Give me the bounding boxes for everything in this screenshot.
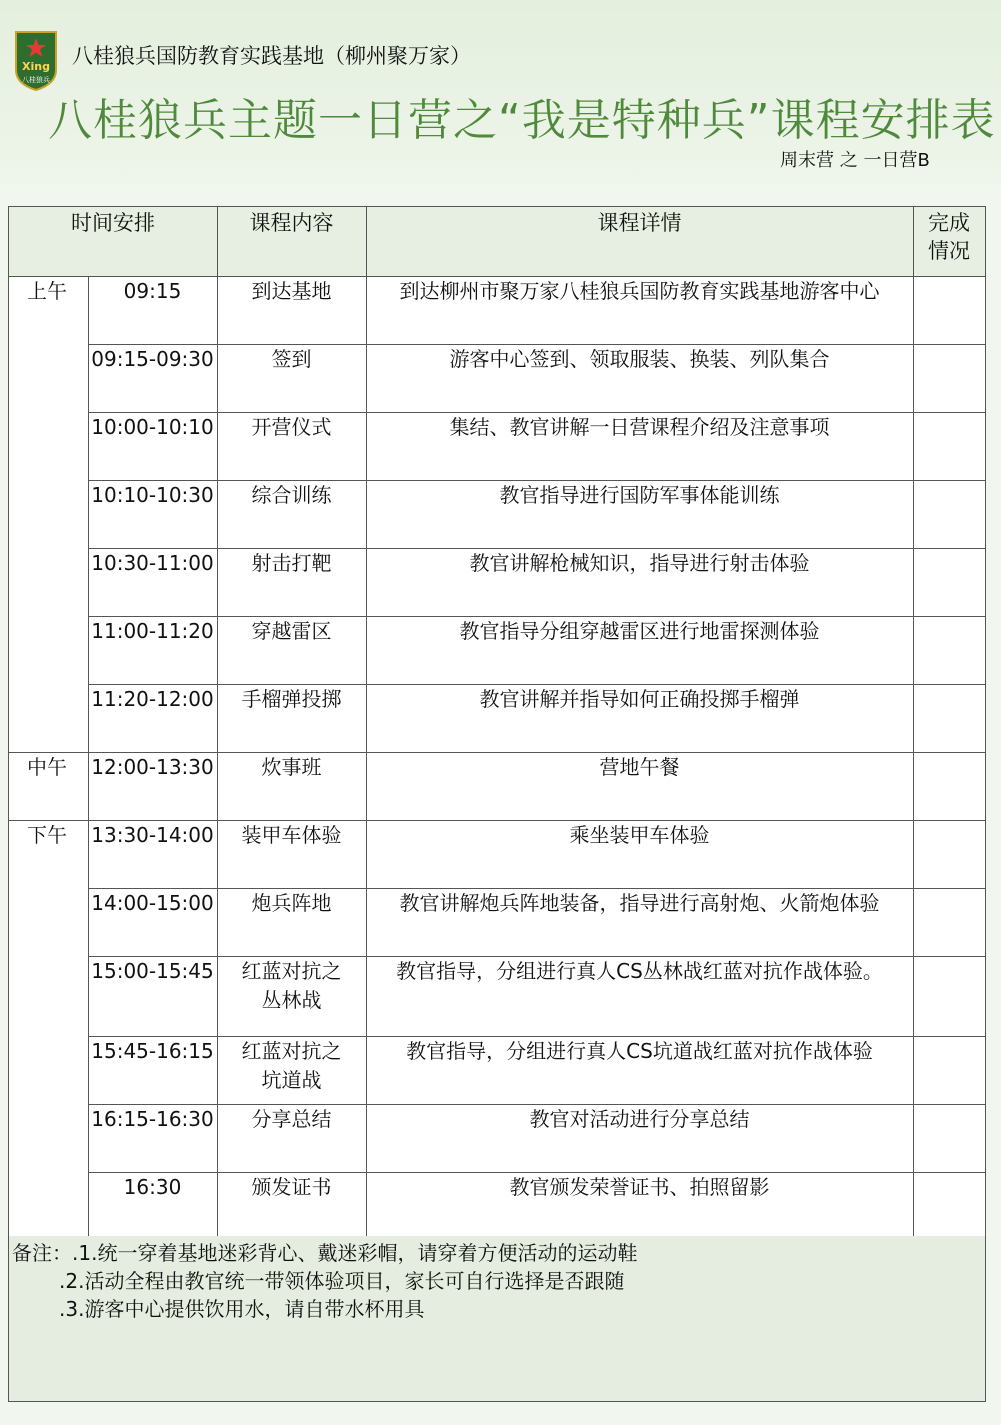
row-content: 手榴弹投掷 bbox=[241, 687, 342, 711]
period-label: 上午 bbox=[27, 279, 67, 303]
row-status-cell bbox=[914, 685, 984, 751]
row-content: 到达基地 bbox=[251, 279, 332, 303]
header-time: 时间安排 bbox=[71, 211, 155, 235]
row-status-cell bbox=[914, 957, 984, 1035]
row-detail: 教官指导，分组进行真人CS坑道战红蓝对抗作战体验 bbox=[406, 1039, 873, 1063]
note-line-1: 备注：.1.统一穿着基地迷彩背心、戴迷彩帽，请穿着方便活动的运动鞋 bbox=[12, 1241, 638, 1265]
period-label: 下午 bbox=[27, 823, 67, 847]
header-status-line1: 完成 bbox=[928, 211, 970, 235]
row-detail: 教官指导进行国防军事体能训练 bbox=[499, 483, 780, 507]
header-details: 课程详情 bbox=[597, 211, 682, 235]
row-time: 16:15-16:30 bbox=[91, 1107, 214, 1131]
logo-text: 八桂狼兵 bbox=[22, 76, 50, 84]
row-detail: 教官讲解枪械知识，指导进行射击体验 bbox=[469, 551, 810, 575]
row-time: 11:20-12:00 bbox=[91, 687, 214, 711]
row-time: 09:15-09:30 bbox=[91, 347, 214, 371]
row-content: 红蓝对抗之 bbox=[241, 959, 342, 983]
period-label: 中午 bbox=[27, 755, 67, 779]
page-subtitle: 周末营 之 一日营B bbox=[780, 150, 930, 171]
row-status-cell bbox=[914, 821, 984, 887]
row-status-cell bbox=[914, 413, 984, 479]
row-time: 10:30-11:00 bbox=[91, 551, 214, 575]
row-content: 开营仪式 bbox=[251, 415, 332, 439]
row-time: 15:45-16:15 bbox=[91, 1039, 214, 1063]
row-content: 射击打靶 bbox=[251, 551, 332, 575]
row-status-cell bbox=[914, 481, 984, 547]
row-detail: 集结、教官讲解一日营课程介绍及注意事项 bbox=[449, 415, 830, 439]
row-content: 丛林战 bbox=[261, 988, 322, 1012]
notes-section bbox=[9, 1236, 985, 1401]
row-content: 签到 bbox=[271, 347, 312, 371]
row-detail: 到达柳州市聚万家八桂狼兵国防教育实践基地游客中心 bbox=[399, 279, 880, 303]
header-content: 课程内容 bbox=[249, 211, 334, 235]
row-detail: 教官指导，分组进行真人CS丛林战红蓝对抗作战体验。 bbox=[396, 959, 883, 983]
base-logo-icon bbox=[12, 30, 60, 92]
row-status-cell bbox=[914, 1105, 984, 1171]
row-time: 16:30 bbox=[123, 1175, 182, 1199]
row-time: 13:30-14:00 bbox=[91, 823, 214, 847]
row-status-cell bbox=[914, 549, 984, 615]
row-detail: 教官指导分组穿越雷区进行地雷探测体验 bbox=[459, 619, 820, 643]
row-content: 装甲车体验 bbox=[241, 823, 342, 847]
row-content: 红蓝对抗之 bbox=[241, 1039, 342, 1063]
organization-name: 八桂狼兵国防教育实践基地（柳州聚万家） bbox=[72, 44, 471, 68]
row-time: 15:00-15:45 bbox=[91, 959, 214, 983]
page-title: 八桂狼兵主题一日营之“我是特种兵”课程安排表 bbox=[48, 95, 996, 146]
row-detail: 教官颁发荣誉证书、拍照留影 bbox=[509, 1175, 770, 1199]
row-content: 分享总结 bbox=[251, 1107, 332, 1131]
row-detail: 教官对活动进行分享总结 bbox=[529, 1107, 750, 1131]
row-time: 09:15 bbox=[123, 279, 182, 303]
row-time: 11:00-11:20 bbox=[91, 619, 214, 643]
row-detail: 教官讲解炮兵阵地装备，指导进行高射炮、火箭炮体验 bbox=[399, 891, 880, 915]
row-content: 穿越雷区 bbox=[251, 619, 332, 643]
row-detail: 乘坐装甲车体验 bbox=[569, 823, 710, 847]
row-content: 颁发证书 bbox=[251, 1175, 332, 1199]
logo-mark: Xing bbox=[22, 60, 50, 73]
row-time: 10:00-10:10 bbox=[91, 415, 214, 439]
row-content: 炮兵阵地 bbox=[251, 891, 332, 915]
row-time: 14:00-15:00 bbox=[91, 891, 214, 915]
schedule-table bbox=[8, 206, 986, 1402]
row-detail: 游客中心签到、领取服装、换装、列队集合 bbox=[449, 347, 830, 371]
row-status-cell bbox=[914, 1037, 984, 1103]
row-status-cell bbox=[914, 277, 984, 343]
row-status-cell bbox=[914, 1173, 984, 1239]
header-status-line2: 情况 bbox=[928, 239, 970, 263]
row-time: 12:00-13:30 bbox=[91, 755, 214, 779]
row-content: 炊事班 bbox=[261, 755, 322, 779]
row-detail: 教官讲解并指导如何正确投掷手榴弹 bbox=[479, 687, 800, 711]
row-content: 坑道战 bbox=[261, 1068, 322, 1092]
row-detail: 营地午餐 bbox=[599, 755, 680, 779]
row-time: 10:10-10:30 bbox=[91, 483, 214, 507]
note-line-3: .3.游客中心提供饮用水，请自带水杯用具 bbox=[59, 1297, 425, 1321]
row-status-cell bbox=[914, 617, 984, 683]
note-line-2: .2.活动全程由教官统一带领体验项目，家长可自行选择是否跟随 bbox=[59, 1269, 625, 1293]
page-header bbox=[0, 0, 1001, 185]
row-status-cell bbox=[914, 345, 984, 411]
row-content: 综合训练 bbox=[251, 483, 332, 507]
row-status-cell bbox=[914, 889, 984, 955]
row-status-cell bbox=[914, 753, 984, 819]
